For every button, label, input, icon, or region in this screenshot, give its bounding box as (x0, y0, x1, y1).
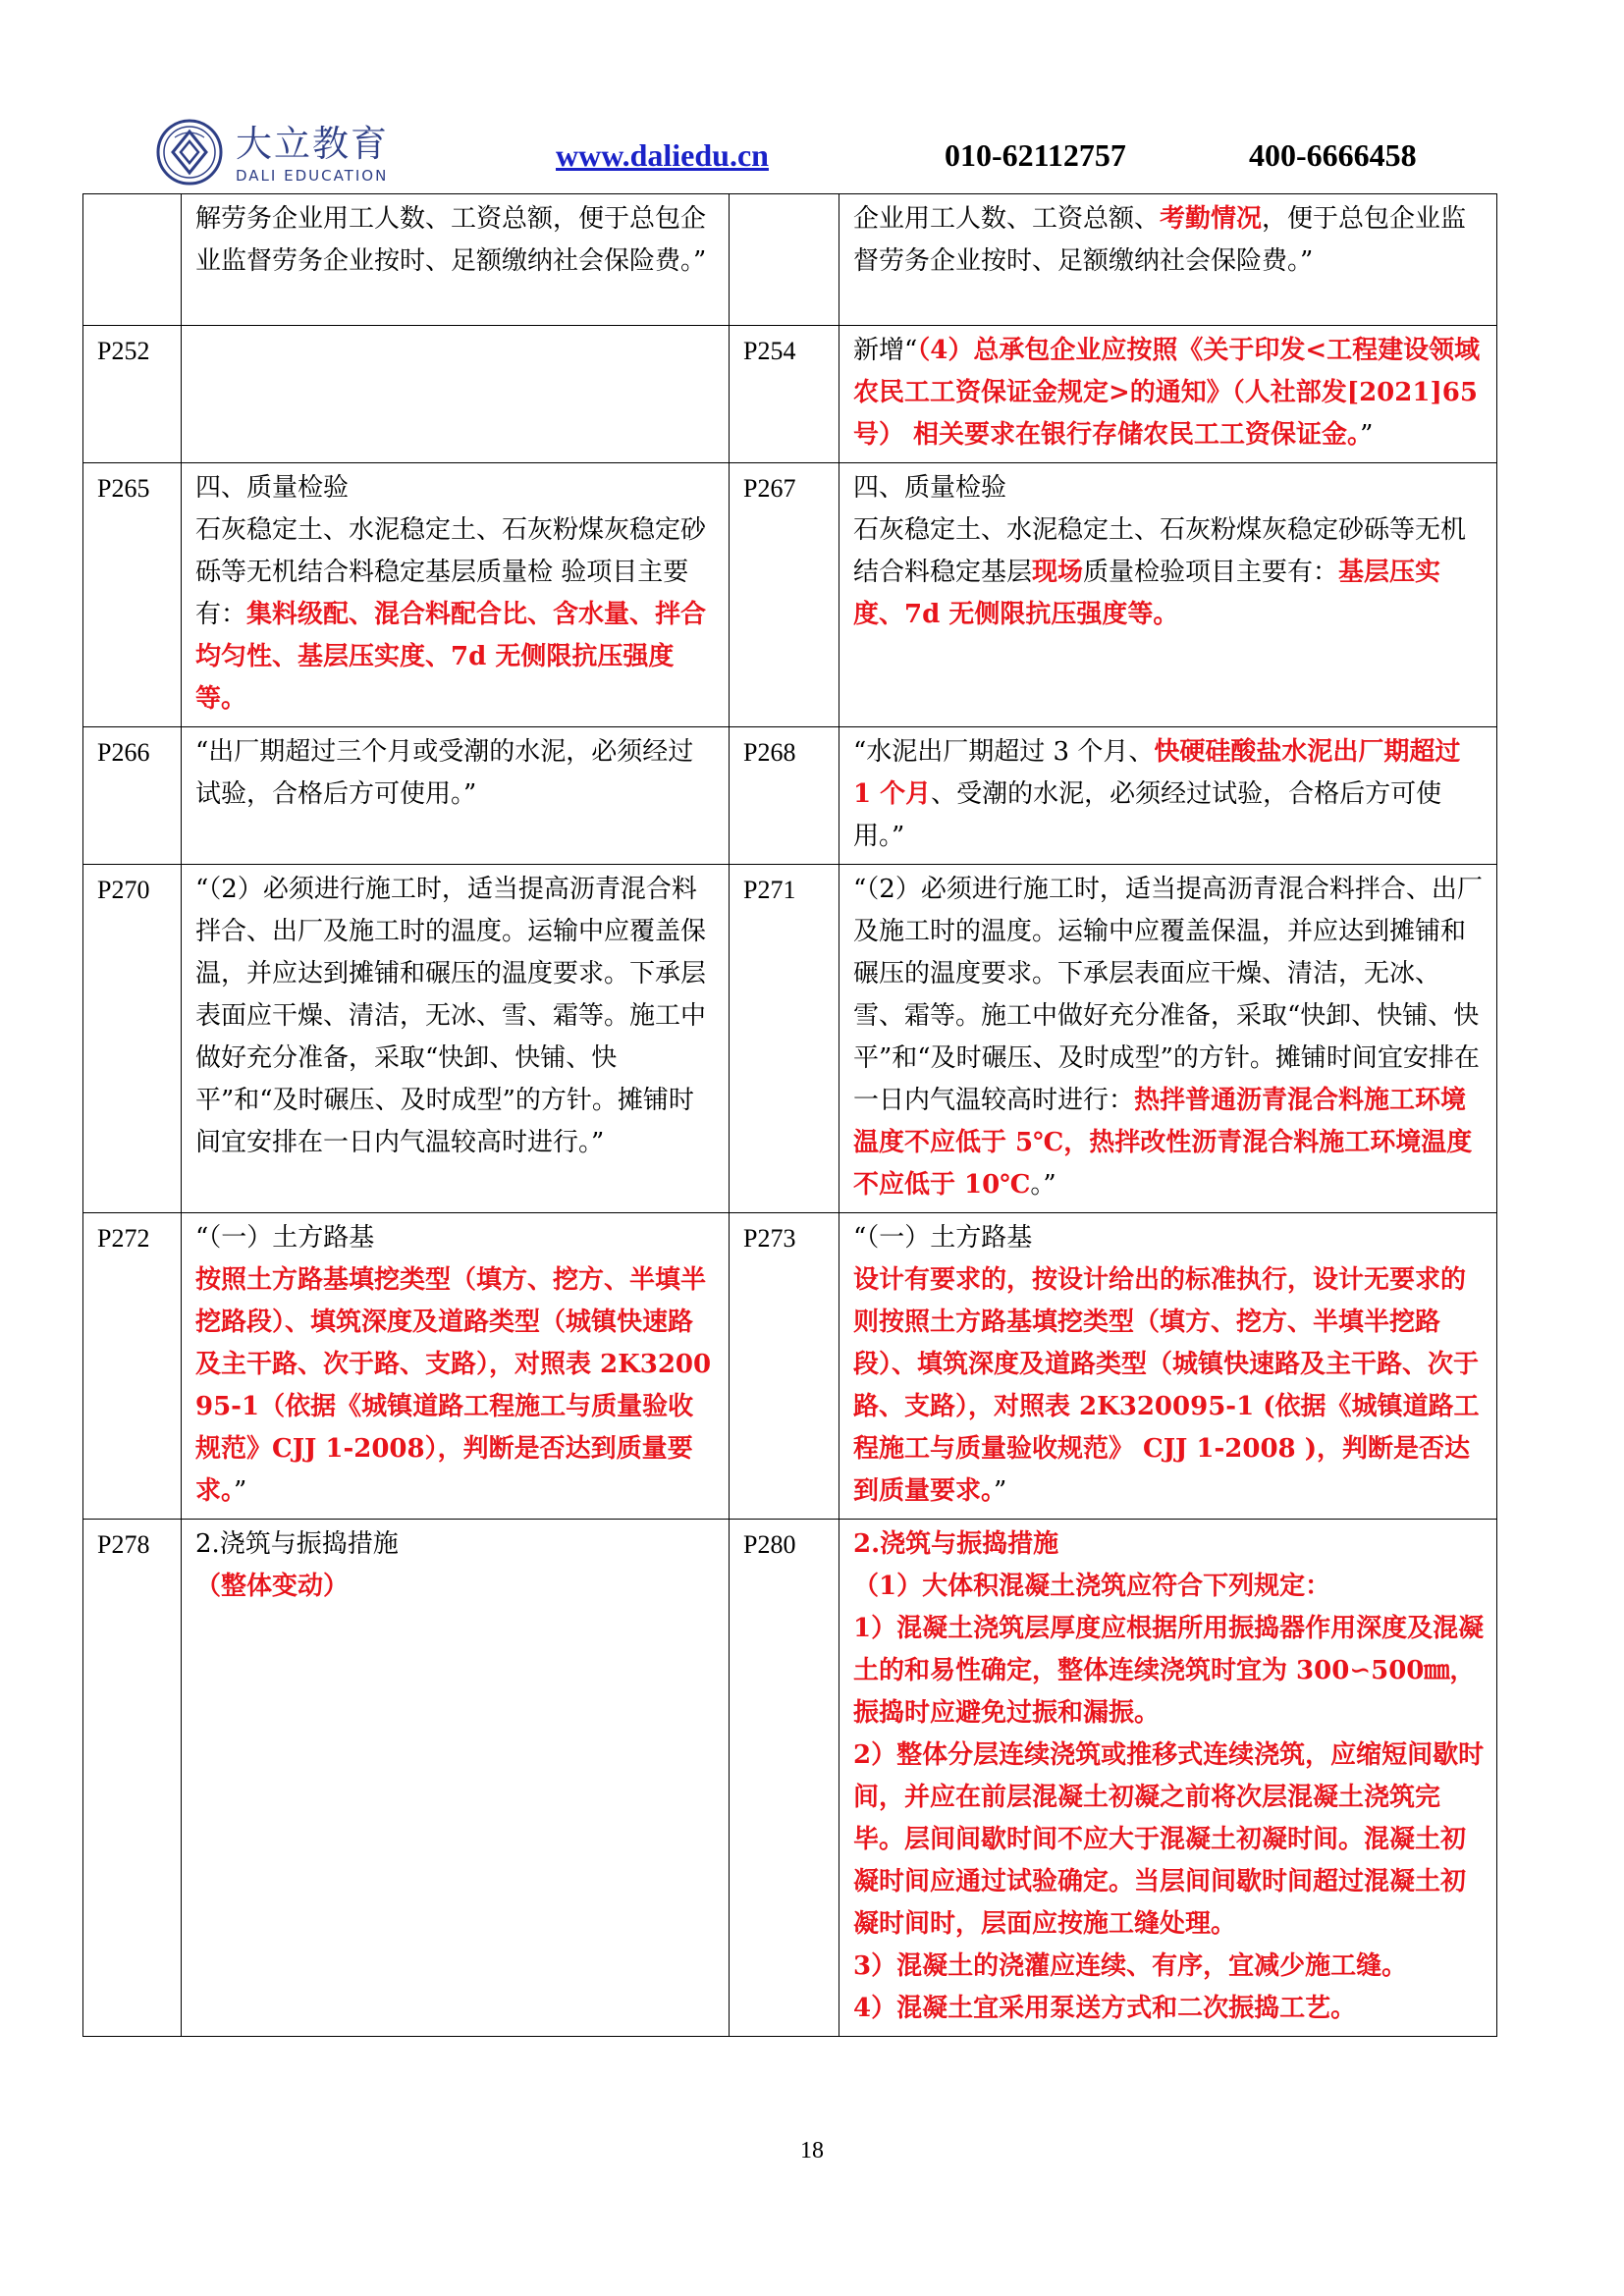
highlighted-change-text: 集料级配、混合料配合比、含水量、拌合均匀性、基层压实度、7d 无侧限抗压强度等。 (195, 600, 707, 714)
table-row (83, 1213, 1497, 1520)
highlighted-change-text: 快硬硅酸盐水泥出厂期超过 1 个月 (853, 737, 1461, 809)
body-text: 石灰稳定土、水泥稳定土、石灰粉煤灰稳定砂砾等无机结合料稳定基层质量检 验项目主要有： (195, 515, 707, 629)
body-text: “（一）土方路基 (195, 1223, 375, 1253)
body-text: “（一）土方路基 (853, 1223, 1033, 1253)
old-text-cell (182, 727, 730, 865)
highlighted-change-text: 热拌普通沥青混合料施工环境温度不应低于 5℃，热拌改性沥青混合料施工环境温度不应低于 10℃ (853, 1086, 1473, 1200)
dali-logo-icon (155, 118, 224, 187)
website-link[interactable]: www.daliedu.cn (556, 137, 769, 173)
old-page-cell: P278 (83, 1520, 182, 2037)
highlighted-change-text: 设计有要求的，按设计给出的标准执行，设计无要求的则按照土方路基填挖类型（填方、挖方、半填半挖路段）、填筑深度及道路类型（城镇快速路及主干路、次于路、支路），对照表 2K320095-1 (依据《城镇道路工程施工与质量验收规范》 CJJ 1-2008 )，判断是否达到质量要求。 (853, 1265, 1480, 1506)
highlighted-change-text: 现场 (1032, 558, 1084, 587)
old-text-cell (182, 1213, 730, 1520)
old-text-cell (182, 1520, 730, 2037)
body-text: 质量检验项目主要有： (1083, 558, 1339, 587)
old-page-cell: P272 (83, 1213, 182, 1520)
body-text: “出厂期超过三个月或受潮的水泥，必须经过试验，合格后方可使用。” (195, 737, 694, 809)
old-page-cell (83, 194, 182, 326)
table-row (83, 865, 1497, 1213)
new-text-cell (839, 1213, 1497, 1520)
brand-name-en: DALI EDUCATION (236, 167, 389, 185)
table-row (83, 194, 1497, 326)
body-text: 企业用工人数、工资总额、 (853, 204, 1161, 234)
old-page-cell: P252 (83, 326, 182, 463)
highlighted-change-text: （1）大体积混凝土浇筑应符合下列规定： (853, 1572, 1331, 1601)
highlighted-change-text: （整体变动） (195, 1572, 350, 1601)
highlighted-change-text: 4）混凝土宜采用泵送方式和二次振捣工艺。 (853, 1994, 1357, 2023)
body-text: 石灰稳定土、水泥稳定土、石灰粉煤灰稳定砂砾等无机结合料稳定基层 (853, 515, 1467, 587)
table-row (83, 326, 1497, 463)
new-page-cell: P280 (730, 1520, 839, 2037)
body-text: 四、质量检验 (853, 473, 1007, 503)
table-body (83, 194, 1497, 2037)
page-number: 18 (800, 2138, 824, 2163)
highlighted-change-text: 基层压实度、7d 无侧限抗压强度等。 (853, 558, 1441, 629)
phone-number-1: 010-62112757 (945, 137, 1126, 173)
body-text: “（2）必须进行施工时，适当提高沥青混合料拌合、出厂及施工时的温度。运输中应覆盖保温，并应达到摊铺和碾压的温度要求。下承层表面应干燥、清洁，无冰、雪、霜等。施工中做好充分准备，采取“快卸、快铺、快平”和“及时碾压、及时成型”的方针。摊铺时间宜安排在一日内气温较高时进行： (853, 875, 1483, 1115)
phone-number-2: 400-6666458 (1249, 137, 1417, 173)
old-text-cell (182, 865, 730, 1213)
old-text-cell (182, 194, 730, 326)
highlighted-change-text: 按照土方路基填挖类型（填方、挖方、半填半挖路段）、填筑深度及道路类型（城镇快速路及主干路、次于路、支路），对照表 2K320095-1（依据《城镇道路工程施工与质量验收规范》CJJ 1-2008），判断是否达到质量要求。 (195, 1265, 712, 1506)
body-text: 四、质量检验 (195, 473, 350, 503)
new-text-cell (839, 326, 1497, 463)
highlighted-change-text: （4）总承包企业应按照《关于印发<工程建设领域农民工工资保证金规定>的通知》（人社部发[2021]65 号） 相关要求在银行存储农民工工资保证金。 (853, 336, 1481, 450)
body-text: ，便于总包企业监督劳务企业按时、足额缴纳社会保险费。” (853, 204, 1467, 276)
body-text: “水泥出厂期超过 3 个月、 (853, 737, 1155, 767)
old-page-cell: P265 (83, 463, 182, 727)
body-text: “（2）必须进行施工时，适当提高沥青混合料拌合、出厂及施工时的温度。运输中应覆盖保温，并应达到摊铺和碾压的温度要求。下承层表面应干燥、清洁，无冰、雪、霜等。施工中做好充分准备，采取“快卸、快铺、快平”和“及时碾压、及时成型”的方针。摊铺时间宜安排在一日内气温较高时进行。” (195, 875, 707, 1157)
new-page-cell (730, 194, 839, 326)
new-page-cell: P273 (730, 1213, 839, 1520)
new-text-cell (839, 865, 1497, 1213)
new-page-cell: P254 (730, 326, 839, 463)
old-text-cell (182, 326, 730, 463)
body-text: ” (234, 1476, 247, 1506)
body-text: 。” (1030, 1170, 1056, 1200)
highlighted-change-text: 1）混凝土浇筑层厚度应根据所用振捣器作用深度及混凝土的和易性确定，整体连续浇筑时宜为 300∽500㎜，振捣时应避免过振和漏振。 (853, 1614, 1485, 1728)
table-row (83, 463, 1497, 727)
old-text-cell (182, 463, 730, 727)
old-page-cell: P270 (83, 865, 182, 1213)
brand-name-cn: 大立教育 (236, 123, 389, 165)
highlighted-change-text: 3）混凝土的浇灌应连续、有序，宜减少施工缝。 (853, 1951, 1408, 1981)
body-text: 2.浇筑与振捣措施 (195, 1529, 399, 1559)
new-page-cell: P271 (730, 865, 839, 1213)
body-text: 、受潮的水泥，必须经过试验，合格后方可使用。” (853, 779, 1442, 851)
old-page-cell: P266 (83, 727, 182, 865)
highlighted-change-text: 2）整体分层连续浇筑或推移式连续浇筑，应缩短间歇时间，并应在前层混凝土初凝之前将次层混凝土浇筑完毕。层间间歇时间不应大于混凝土初凝时间。混凝土初凝时间应通过试验确定。当层间间歇时间超过混凝土初凝时间时，层面应按施工缝处理。 (853, 1740, 1485, 1939)
highlighted-change-text: 2.浇筑与振捣措施 (853, 1529, 1059, 1559)
body-text: 解劳务企业用工人数、工资总额，便于总包企业监督劳务企业按时、足额缴纳社会保险费。” (195, 204, 707, 276)
new-text-cell (839, 194, 1497, 326)
table-row (83, 1520, 1497, 2037)
new-text-cell (839, 727, 1497, 865)
body-text: ” (994, 1476, 1007, 1506)
highlighted-change-text: 考勤情况 (1160, 204, 1263, 234)
new-page-cell: P268 (730, 727, 839, 865)
body-text: 新增“ (853, 336, 918, 365)
page-header (0, 108, 1624, 196)
new-text-cell (839, 1520, 1497, 2037)
body-text: ” (1360, 420, 1374, 450)
new-page-cell: P267 (730, 463, 839, 727)
table-row (83, 727, 1497, 865)
revision-comparison-table (82, 193, 1497, 2037)
new-text-cell (839, 463, 1497, 727)
